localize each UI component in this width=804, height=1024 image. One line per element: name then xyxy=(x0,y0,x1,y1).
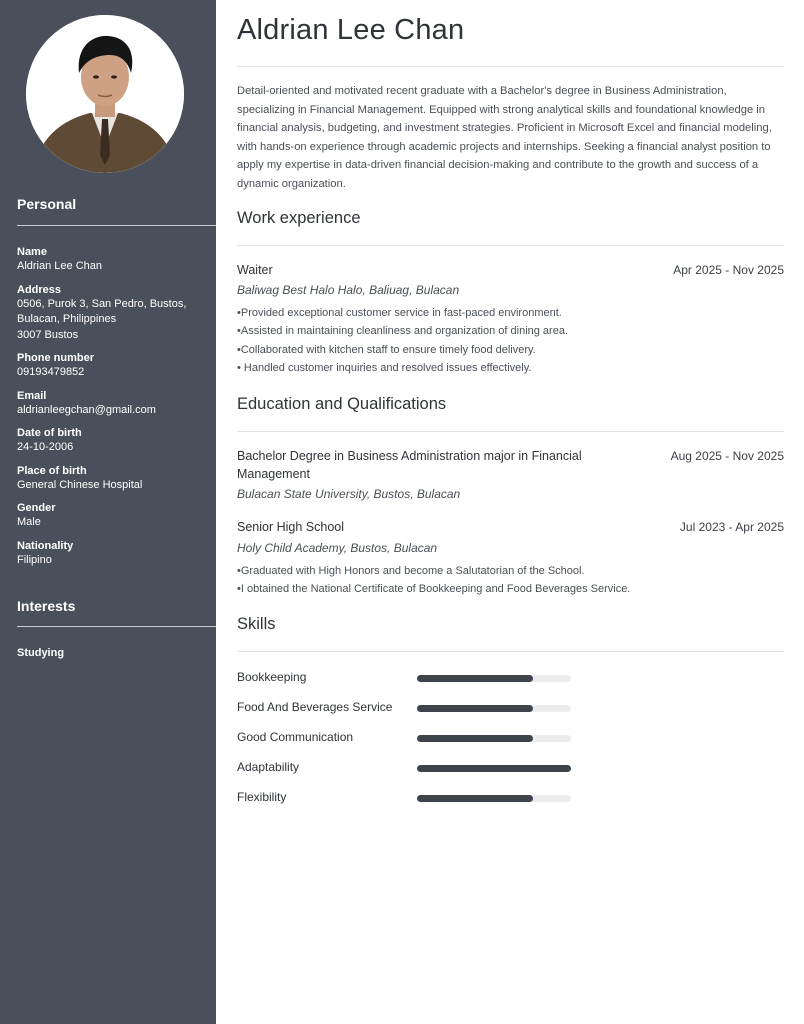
work-divider xyxy=(237,245,784,246)
skill-level-bar xyxy=(417,795,571,802)
personal-info-item xyxy=(17,283,197,344)
personal-info-label: Email xyxy=(17,389,47,402)
skill-level-fill xyxy=(417,735,533,742)
skill-level-bar xyxy=(417,765,571,772)
bullet-item: •Collaborated with kitchen staff to ensure timely food delivery. xyxy=(237,343,536,356)
education-entry-bullets xyxy=(237,562,784,599)
work-entry-title: Waiter xyxy=(237,263,273,277)
personal-divider xyxy=(17,225,216,226)
skill-level-fill xyxy=(417,765,571,772)
bullet-item: •I obtained the National Certificate of Bookkeeping and Food Beverages Service. xyxy=(237,583,631,596)
work-entry-org: Baliwag Best Halo Halo, Baliuag, Bulacan xyxy=(237,283,460,297)
skill-level-fill xyxy=(417,795,533,802)
sidebar xyxy=(0,0,216,1024)
personal-info-label: Place of birth xyxy=(17,464,87,477)
personal-info-label: Date of birth xyxy=(17,427,82,439)
personal-info-item xyxy=(17,464,197,494)
skill-name: Good Communication xyxy=(237,730,354,744)
education-divider xyxy=(237,431,784,432)
skill-name: Adaptability xyxy=(237,760,300,774)
education-entry-title: Bachelor Degree in Business Administration major in Financial Management xyxy=(237,449,582,481)
skill-name: Bookkeeping xyxy=(237,670,307,684)
education-entry-date: Jul 2023 - Apr 2025 xyxy=(679,520,784,534)
personal-info-label: Address xyxy=(17,283,62,296)
skill-level-fill xyxy=(417,675,533,682)
personal-info-value: 09193479852 xyxy=(17,366,85,378)
title-divider xyxy=(237,66,784,67)
personal-info-list xyxy=(17,245,197,576)
interests-divider xyxy=(17,626,216,627)
bullet-item: •Graduated with High Honors and become a Salutatorian of the School. xyxy=(237,565,585,577)
bullet-item: •Assisted in maintaining cleanliness and organization of dining area. xyxy=(237,325,568,338)
skill-row xyxy=(237,790,784,810)
page-title: Aldrian Lee Chan xyxy=(237,14,465,46)
personal-info-value: aldrianleegchan@gmail.com xyxy=(17,403,156,416)
profile-summary: Detail-oriented and motivated recent graduate with a Bachelor's degree in Business Administration, specializing in Financial Management. Equipped with strong analytical skills and foundational knowledge in financial analysis, budgeting, and investment strategies. Proficient in Microsoft Excel and financial modeling, with hands-on experience through academic projects and internships. Seeking a financial analyst position to apply my expertise in data-driven financial decision-making and contribute to the growth and success of a dynamic organization. xyxy=(237,85,772,190)
personal-info-item xyxy=(17,539,197,569)
personal-info-label: Phone number xyxy=(17,352,95,364)
personal-info-item xyxy=(17,351,197,381)
skill-level-fill xyxy=(417,705,533,712)
profile-photo-illustration xyxy=(26,15,184,173)
skill-level-bar xyxy=(417,735,571,742)
skill-row xyxy=(237,670,784,690)
personal-info-item xyxy=(17,501,197,531)
personal-info-item xyxy=(17,245,197,275)
personal-info-item xyxy=(17,426,197,456)
education-heading: Education and Qualifications xyxy=(237,395,447,413)
work-heading: Work experience xyxy=(237,209,361,227)
interest-item: Studying xyxy=(17,647,65,659)
skill-name: Flexibility xyxy=(237,790,287,804)
personal-info-label: Name xyxy=(17,246,47,258)
work-entry-date: Apr 2025 - Nov 2025 xyxy=(673,263,784,277)
personal-info-value: Aldrian Lee Chan xyxy=(17,260,103,272)
personal-info-value: Filipino xyxy=(17,553,52,566)
profile-photo xyxy=(26,15,184,173)
personal-info-value: 24-10-2006 xyxy=(17,441,74,453)
personal-info-value: 0506, Purok 3, San Pedro, Bustos, Bulacan, Philippines 3007 Bustos xyxy=(17,297,187,341)
bullet-item: •Provided exceptional customer service in fast-paced environment. xyxy=(237,307,562,319)
skill-level-bar xyxy=(417,675,571,682)
skills-divider xyxy=(237,651,784,652)
bullet-item: • Handled customer inquiries and resolved issues effectively. xyxy=(237,362,532,375)
personal-heading: Personal xyxy=(17,196,77,212)
skill-row xyxy=(237,700,784,720)
personal-info-value: Male xyxy=(17,516,41,528)
education-entry-org: Holy Child Academy, Bustos, Bulacan xyxy=(237,541,438,555)
work-entry-bullets xyxy=(237,304,784,378)
personal-info-label: Nationality xyxy=(17,539,74,552)
education-entry-org: Bulacan State University, Bustos, Bulacan xyxy=(237,487,461,501)
personal-info-label: Gender xyxy=(17,502,56,514)
skill-row xyxy=(237,730,784,750)
personal-info-value: General Chinese Hospital xyxy=(17,478,143,491)
personal-info-item xyxy=(17,389,197,419)
education-entry-title: Senior High School xyxy=(237,520,345,534)
skill-name: Food And Beverages Service xyxy=(237,700,393,714)
skills-heading: Skills xyxy=(237,615,276,633)
skill-level-bar xyxy=(417,705,571,712)
interests-heading: Interests xyxy=(17,598,76,614)
education-entry-date: Aug 2025 - Nov 2025 xyxy=(670,449,784,463)
skill-row xyxy=(237,760,784,780)
